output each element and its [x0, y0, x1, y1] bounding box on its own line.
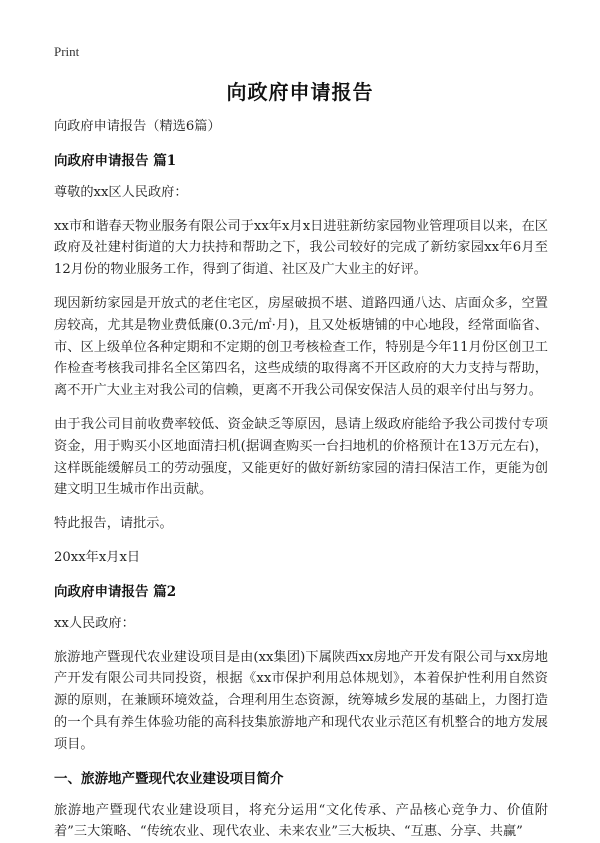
report-date: 20xx年x月x日: [54, 549, 141, 565]
document-subtitle: 向政府申请报告（精选6篇）: [54, 119, 221, 134]
document-title: 向政府申请报告: [226, 80, 374, 104]
paragraph: xx市和谐春天物业服务有限公司于xx年x月x日进驻新纺家园物业管理项目以来，在区政府及社建村街道的大力扶持和帮助之下，我公司较好的完成了新纺家园xx年6月至12月份的物业服务工作，得到了街道、社区及广大业主的好评。: [54, 218, 548, 278]
section-heading-1: 向政府申请报告 篇1: [54, 152, 177, 169]
salutation-2: xx人民政府：: [54, 615, 135, 631]
paragraph: 现因新纺家园是开放式的老住宅区，房屋破损不堪、道路四通八达、店面众多，空置房较高，尤其是物业费低廉(0.3元/㎡·月)，且又处板塘铺的中心地段，经常面临省、市、区上级单位各种定期和不定期的创卫考核检查工作，特别是今年11月份区创卫工作检查考核我司排名全区第四名，这些成绩的取得离不开区政府的大力支持与帮助，离不开广大业主对我公司的信赖，更离不开我公司保安保洁人员的艰辛付出与努力。: [54, 295, 548, 399]
paragraph: 由于我公司目前收费率较低、资金缺乏等原因，恳请上级政府能给予我公司拨付专项资金，用于购买小区地面清扫机(据调查购买一台扫地机的价格预计在13万元左右)，这样既能缓解员工的劳动强度，又能更好的做好新纺家园的清扫保洁工作，更能为创建文明卫生城市作出贡献。: [54, 416, 548, 498]
document-body: [54, 116, 548, 843]
salutation-1: 尊敬的xx区人民政府：: [54, 184, 188, 200]
subsection-heading: 一、旅游地产暨现代农业建设项目简介: [54, 770, 284, 787]
paragraph: 旅游地产暨现代农业建设项目，将充分运用“文化传承、产品核心竞争力、价值附着”三大策略、“传统农业、现代农业、未来农业”三大板块、“互惠、分享、共赢”: [54, 802, 548, 840]
closing-line: 特此报告，请批示。: [54, 516, 173, 532]
print-link[interactable]: Print: [54, 44, 80, 59]
paragraph: 旅游地产暨现代农业建设项目是由(xx集团)下属陕西xx房地产开发有限公司与xx房地产开发有限公司共同投资，根据《xx市保护利用总体规划》，本着保护性利用自然资源的原则，在兼顾环境效益，合理利用生态资源，统筹城乡发展的基础上，力图打造的一个具有养生体验功能的高科技集旅游地产和现代农业示范区有机整合的地方发展项目。: [54, 649, 548, 752]
section-heading-2: 向政府申请报告 篇2: [54, 583, 177, 600]
